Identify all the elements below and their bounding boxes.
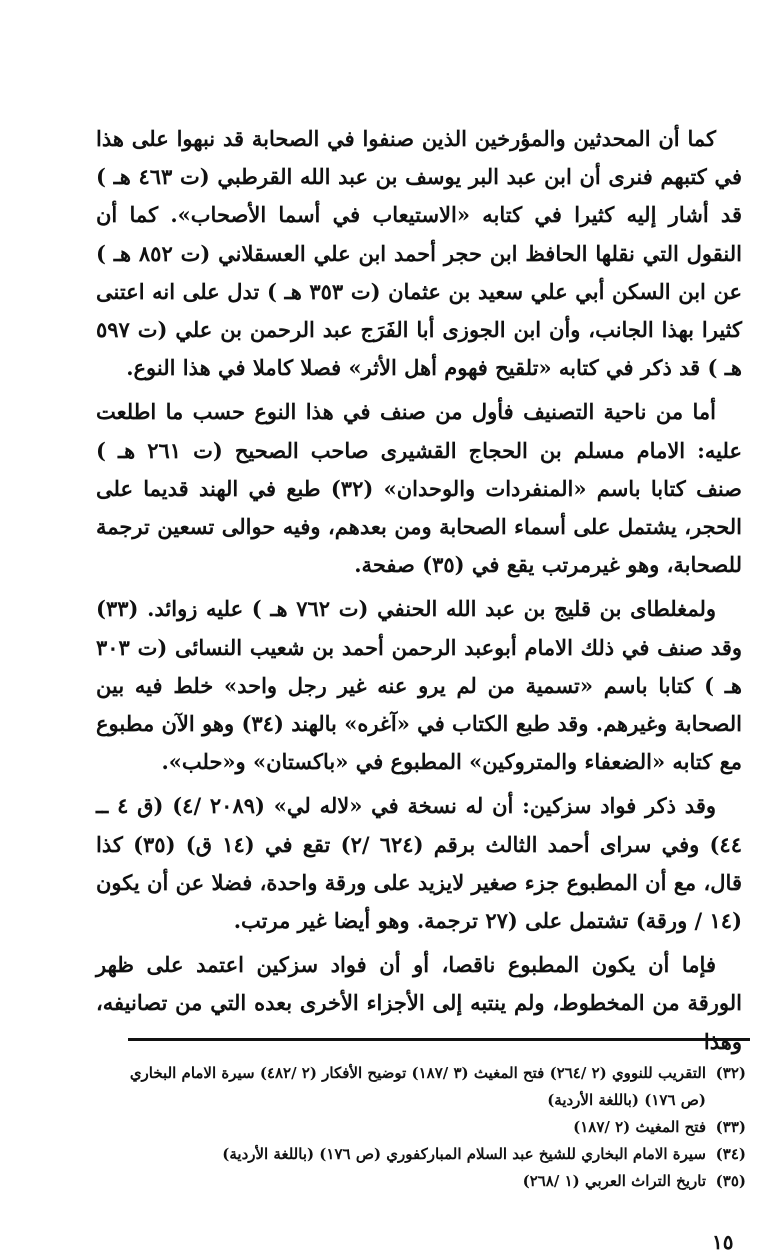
main-text xyxy=(96,120,742,1067)
paragraph-1: كما أن المحدثين والمؤرخين الذين صنفوا في الصحابة قد نبهوا على هذا في كتبهم فنرى أن ابن عبد البر يوسف بن عبد الله القرطبي (ت ٤٦٣ هـ ) قد أشار إليه كثيرا في كتابه «الاستيعاب في أسما الأصحاب». كما أن النقول التي نقلها الحافظ ابن حجر أحمد ابن علي العسقلاني (ت ٨٥٢ هـ ) عن ابن السكن أبي علي سعيد بن عثمان (ت ٣٥٣ هـ ) تدل على انه اعتنى كثيرا بهذا الجانب، وأن ابن الجوزى أبا الفَرَج عبد الرحمن بن علي (ت ٥٩٧ هـ ) قد ذكر في كتابه «تلقيح فهوم أهل الأثر» فصلا كاملا في هذا النوع. xyxy=(96,126,742,381)
paragraph-5: فإما أن يكون المطبوع ناقصا، أو أن فواد سزكين اعتمد على ظهر الورقة من المخطوط، ولم ينتبه إلى الأجزاء الأخرى بعده التي من تصانيفه، وهذا xyxy=(96,952,742,1054)
footnote-text: التقريب للنووي (٢ /٢٦٤) فتح المغيث (٣ /١٨٧) توضيح الأفكار (٢ /٤٨٢) سيرة الامام البخاري (ص ١٧٦) (باللغة الأردية) xyxy=(129,1064,706,1109)
paragraph-4: وقد ذكر فواد سزكين: أن له نسخة في «لاله لي» (٢٠٨٩ /٤) (ق ٤ ــ ٤٤) وفي سراى أحمد الثالث برقم (٦٢٤ /٢) تقع في (١٤ ق) (٣٥) كذا قال، مع أن المطبوع جزء صغير لايزيد على ورقة واحدة، فضلا عن أن يكون (١٤ / ورقة) تشتمل على (٢٧ ترجمة. وهو أيضا غير مرتب. xyxy=(96,793,742,934)
footnote-34 xyxy=(100,1141,746,1168)
page-number: ١٥ xyxy=(712,1230,734,1254)
footnote-divider xyxy=(128,1038,750,1041)
paragraph-2: أما من ناحية التصنيف فأول من صنف في هذا النوع حسب ما اطلعت عليه: الامام مسلم بن الحجاج القشيرى صاحب الصحيح (ت ٢٦١ هـ ) صنف كتابا باسم «المنفردات والوحدان» (٣٢) طبع في الهند قديما على الحجر، يشتمل على أسماء الصحابة ومن بعدهم، وفيه حوالى تسعين ترجمة للصحابة، وهو غيرمرتب يقع في (٣٥) صفحة. xyxy=(96,399,742,578)
footnote-text: سيرة الامام البخاري للشيخ عبد السلام المباركفوري (ص ١٧٦) (باللغة الأردية) xyxy=(222,1145,706,1163)
footnotes xyxy=(100,1060,746,1195)
paragraph-3: ولمغلطاى بن قليج بن عبد الله الحنفي (ت ٧٦٢ هـ ) عليه زوائد. (٣٣) وقد صنف في ذلك الامام أبوعبد الرحمن أحمد بن شعيب النسائى (ت ٣٠٣ هـ ) كتابا باسم «تسمية من لم يرو عنه غير رجل واحد» خلط فيه بين الصحابة وغيرهم. وقد طبع الكتاب في «آغره» بالهند (٣٤) وهو الآن مطبوع مع كتابه «الضعفاء والمتروكين» المطبوع في «باكستان» و«حلب». xyxy=(96,596,742,775)
footnote-number: (٣٢) xyxy=(715,1064,746,1082)
footnote-text: فتح المغيث (٢ /١٨٧) xyxy=(573,1118,706,1136)
footnote-number: (٣٣) xyxy=(715,1118,746,1136)
footnote-32 xyxy=(100,1060,746,1114)
footnote-number: (٣٤) xyxy=(715,1145,746,1163)
footnote-33 xyxy=(100,1114,746,1141)
footnote-35 xyxy=(100,1168,746,1195)
footnote-text: تاريخ التراث العربي (١ /٢٦٨) xyxy=(522,1172,706,1190)
footnote-number: (٣٥) xyxy=(715,1172,746,1190)
